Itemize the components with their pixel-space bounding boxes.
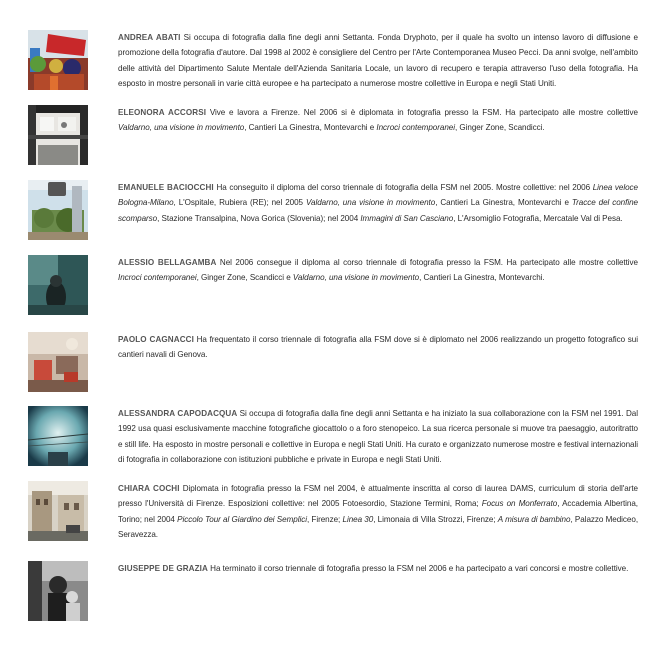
author-name: ALESSIO BELLAGAMBA <box>118 258 217 267</box>
photo-thumbnail <box>28 481 88 541</box>
author-name: CHIARA COCHI <box>118 484 180 493</box>
bio-text: GIUSEPPE DE GRAZIA Ha terminato il corso triennale di fotografia presso la FSM nel 2006 e ha partecipato a vari concorsi e mostre collettive. <box>118 564 629 573</box>
author-name: PAOLO CAGNACCI <box>118 335 194 344</box>
photo-thumbnail <box>28 105 88 165</box>
bio-text <box>118 30 638 91</box>
bio-text: CHIARA COCHI Diplomata in fotografia presso la FSM nel 2004, è attualmente inscritta al corso di laurea DAMS, curriculum di storia dell'arte presso l'Università di Firenze. Esposizioni collettive: nel 2005 Fotoesordio, Stazione Termini, Roma; Focus on Monferrato, Accademia Albertina, Torino; nel 2004 Piccolo Tour al Giardino dei Semplici, Firenze; Linea 30, Limonaia di Villa Strozzi, Firenze; A misura di bambino, Palazzo Mediceo, Seravezza. <box>118 484 639 539</box>
bio-text: EMANUELE BACIOCCHI Ha conseguito il diploma del corso triennale di fotografia della FSM nel 2005. Mostre collettive: nel 2006 Linea veloce Bologna-Milano, L'Ospitale, Rubiera (RE); nel 2005 Valdarno, una visione in movimento, Cantieri La Ginestra, Montevarchi e Tracce del confine scomparso, Stazione Transalpina, Nova Gorica (Slovenia); nel 2004 Immagini di San Casciano, L'Arsomiglio Fotografia, Mercatale Val di Pesa. <box>118 183 638 223</box>
photo-thumbnail <box>28 561 88 621</box>
bio-text: ELEONORA ACCORSI Vive e lavora a Firenze. Nel 2006 si è diplomata in fotografia presso la FSM. Ha partecipato alle mostre collettive Valdarno, una visione in movimento, Cantieri La Ginestra, Montevarchi e Incroci contemporanei, Ginger Zone, Scandicci. <box>118 108 638 133</box>
bio-text: ALESSANDRA CAPODACQUA Si occupa di fotografia dalla fine degli anni Settanta e ha iniziato la sua collaborazione con la FSM nel 1991. Dal 1992 usa quasi esclusivamente macchine fotografiche giocattolo o a foro stenopeico. La sua ricerca personale si muove tra paesaggio, autoritratto e still life. Ha esposto in mostre personali e collettive in Europa e negli Stati Uniti. Ha curato e organizzato numerose mostre e festival internazionali di fotografia in collaborazione con istituzioni pubbliche e private in Europa e negli Stati Uniti. <box>118 409 638 464</box>
photo-thumbnail <box>28 406 88 466</box>
author-name: ANDREA ABATI <box>118 33 181 42</box>
bio-text: ALESSIO BELLAGAMBA Nel 2006 consegue il diploma al corso triennale di fotografia presso la FSM. Ha partecipato alle mostre collettive Incroci contemporanei, Ginger Zone, Scandicci e Valdarno, una visione in movimento, Cantieri La Ginestra, Montevarchi. <box>118 258 638 283</box>
photo-thumbnail <box>28 255 88 315</box>
bio-body: Si occupa di fotografia dalla fine degli anni Settanta. Fonda Dryphoto, per il quale ha svolto un intenso lavoro di diffusione e promozione della fotografia d'autore. Dal 1998 al 2002 è consigliere del Centro per l'Arte Contemporanea Museo Pecci. Da anni svolge, nell'ambito delle attività del Dipartimento Salute Mentale dell'Azienda Sanitaria Locale, un lavoro di recupero e terapia attraverso l'uso della fotografia. Ha esposto in mostre personali in varie città europee e ha partecipato a numerose mostre collettive in Europa e negli Stati Uniti. <box>118 33 638 88</box>
author-name: EMANUELE BACIOCCHI <box>118 183 214 192</box>
exhibition-title: Incroci contemporanei <box>376 123 455 133</box>
author-name: ALESSANDRA CAPODACQUA <box>118 409 238 418</box>
author-name: ELEONORA ACCORSI <box>118 108 207 117</box>
bio-text: PAOLO CAGNACCI Ha frequentato il corso triennale di fotografia alla FSM dove si è diplomato nel 2006 realizzando un progetto fotografico sui cantieri navali di Genova. <box>118 335 638 360</box>
photo-thumbnail <box>28 180 88 240</box>
author-name: GIUSEPPE DE GRAZIA <box>118 564 208 573</box>
exhibition-title: Valdarno, una visione in movimento <box>118 123 245 133</box>
photo-thumbnail <box>28 30 88 90</box>
photo-thumbnail <box>28 332 88 392</box>
